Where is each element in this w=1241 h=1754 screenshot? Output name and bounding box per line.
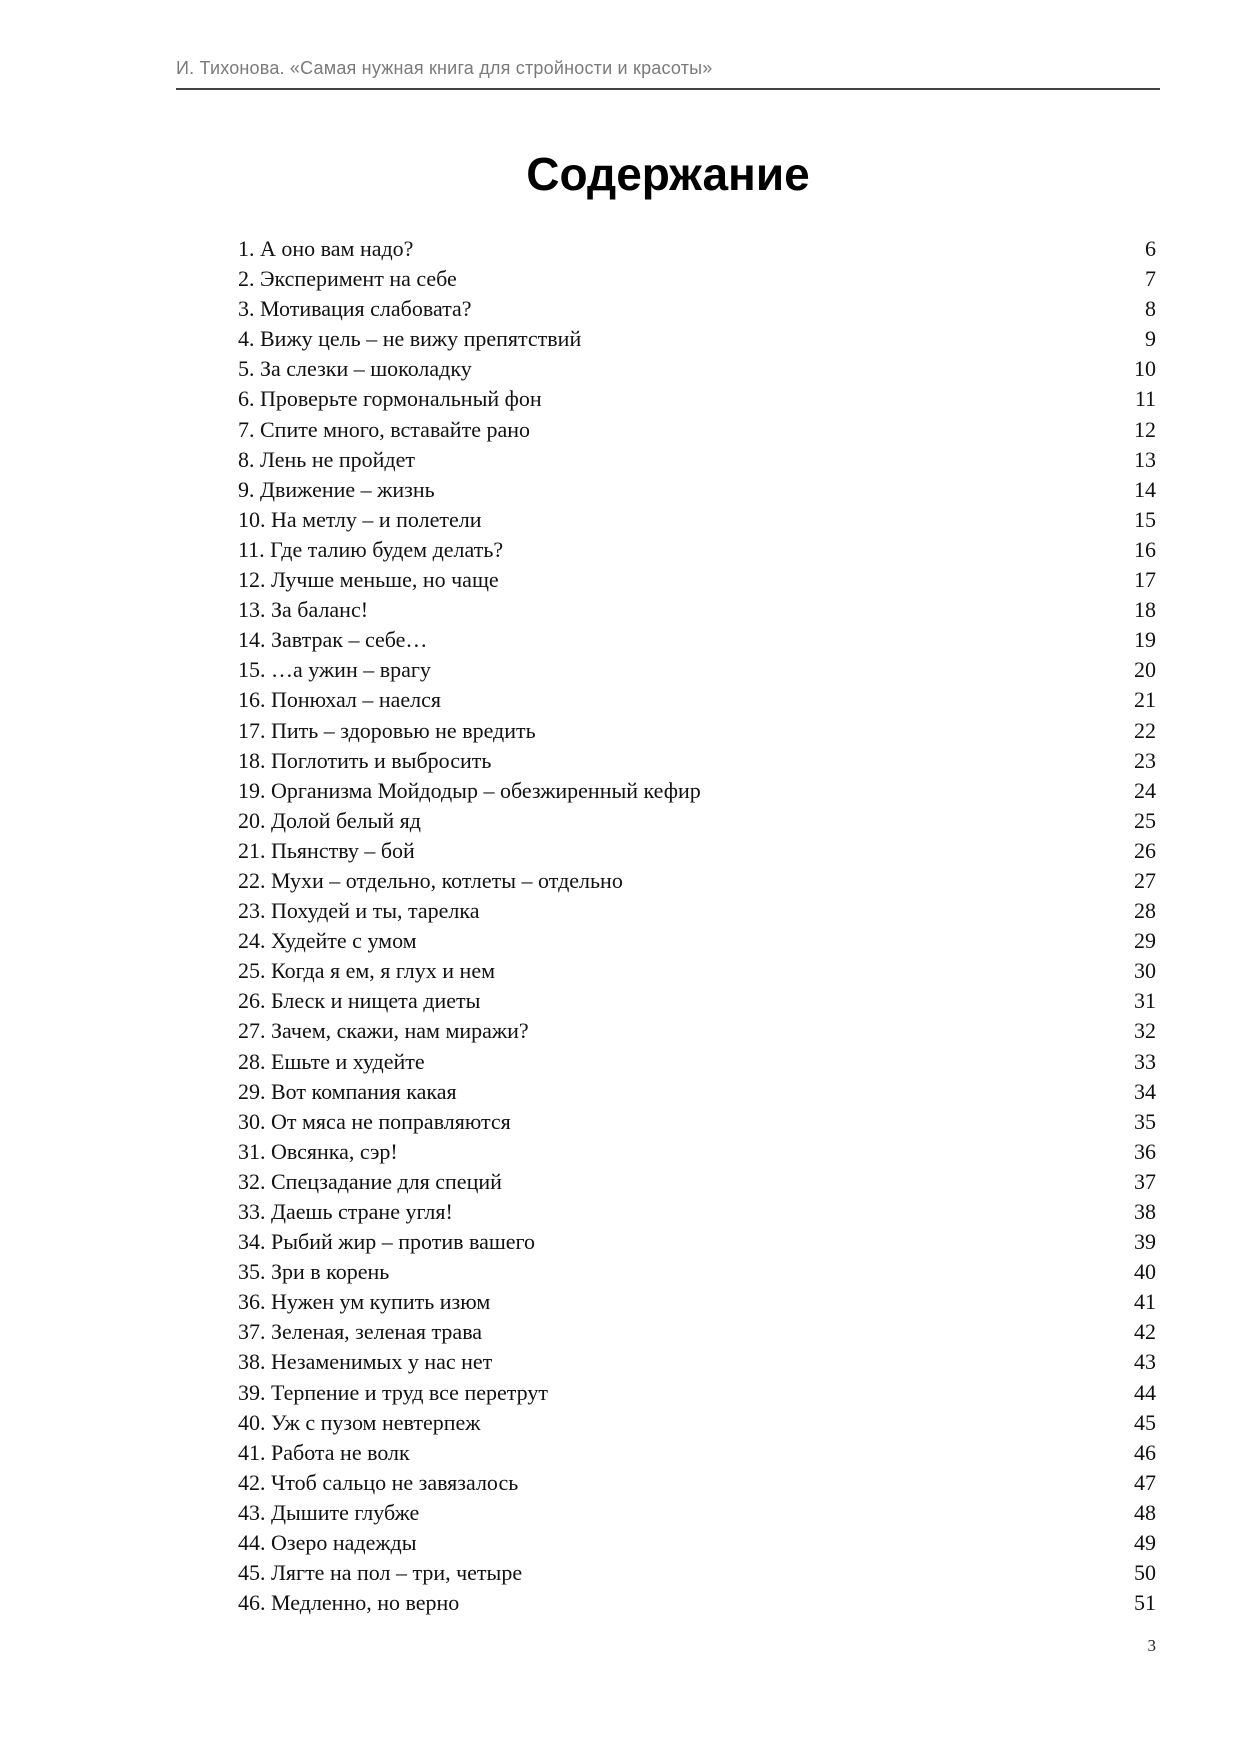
toc-entry-title: 30. От мяса не поправляются [238, 1108, 511, 1134]
toc-entry-page: 29 [1134, 928, 1156, 954]
toc-entry-page: 43 [1134, 1349, 1156, 1375]
toc-entry-page: 12 [1134, 416, 1156, 442]
toc-entry[interactable] [238, 896, 1156, 926]
toc-entry-page: 14 [1134, 476, 1156, 502]
toc-entry-title: 16. Понюхал – наелся [238, 687, 442, 713]
toc-entry-page: 33 [1134, 1048, 1156, 1074]
toc-entry-page: 26 [1134, 837, 1156, 863]
toc-entry[interactable] [238, 1047, 1156, 1077]
toc-entry-title: 32. Спецзадание для специй [238, 1168, 502, 1194]
toc-entry[interactable] [238, 384, 1156, 414]
toc-entry-page: 35 [1134, 1108, 1156, 1134]
toc-entry[interactable] [238, 1197, 1156, 1227]
toc-entry[interactable] [238, 595, 1156, 625]
toc-entry-page: 13 [1134, 446, 1156, 472]
toc-entry-title: 36. Нужен ум купить изюм [238, 1289, 491, 1315]
toc-entry-title: 29. Вот компания какая [238, 1078, 457, 1104]
toc-entry-title: 2. Эксперимент на себе [238, 266, 457, 292]
page-number: 3 [1147, 1636, 1156, 1655]
toc-entry-page: 39 [1134, 1229, 1156, 1255]
toc-entry[interactable] [238, 535, 1156, 565]
toc-entry[interactable] [238, 294, 1156, 324]
toc-entry[interactable] [238, 1317, 1156, 1347]
toc-entry-page: 17 [1134, 567, 1156, 593]
toc-entry-title: 34. Рыбий жир – против вашего [238, 1229, 536, 1255]
toc-entry-title: 28. Ешьте и худейте [238, 1048, 425, 1074]
toc-entry[interactable] [238, 415, 1156, 445]
toc-entry-title: 15. …а ужин – врагу [238, 657, 431, 683]
toc-entry-page: 37 [1134, 1168, 1156, 1194]
toc-entry-page: 19 [1134, 627, 1156, 653]
toc-entry-title: 40. Уж с пузом невтерпеж [238, 1409, 481, 1435]
toc-entry[interactable] [238, 324, 1156, 354]
toc-entry[interactable] [238, 1287, 1156, 1317]
toc-entry[interactable] [238, 234, 1156, 264]
toc-entry[interactable] [238, 716, 1156, 746]
toc-entry-page: 23 [1134, 747, 1156, 773]
toc-entry-page: 49 [1134, 1530, 1156, 1556]
toc-entry[interactable] [238, 1016, 1156, 1046]
toc-entry[interactable] [238, 1468, 1156, 1498]
toc-entry[interactable] [238, 505, 1156, 535]
toc-entry-title: 26. Блеск и нищета диеты [238, 988, 481, 1014]
toc-entry[interactable] [238, 836, 1156, 866]
toc-entry-title: 39. Терпение и труд все перетрут [238, 1379, 548, 1405]
toc-entry-title: 21. Пьянству – бой [238, 837, 415, 863]
toc-entry-title: 24. Худейте с умом [238, 928, 417, 954]
toc-entry-page: 8 [1145, 296, 1156, 322]
toc-entry-page: 46 [1134, 1439, 1156, 1465]
toc-entry[interactable] [238, 926, 1156, 956]
toc-entry[interactable] [238, 264, 1156, 294]
toc-entry[interactable] [238, 1077, 1156, 1107]
toc-entry[interactable] [238, 1227, 1156, 1257]
toc-entry-title: 18. Поглотить и выбросить [238, 747, 492, 773]
toc-entry-page: 10 [1134, 356, 1156, 382]
toc-entry-title: 14. Завтрак – себе… [238, 627, 428, 653]
toc-entry-title: 33. Даешь стране угля! [238, 1199, 453, 1224]
toc-entry-page: 45 [1134, 1409, 1156, 1435]
toc-entry[interactable] [238, 986, 1156, 1016]
toc-entry-page: 16 [1134, 536, 1156, 562]
toc-entry-page: 9 [1145, 326, 1156, 352]
toc-entry[interactable] [238, 565, 1156, 595]
toc-entry-page: 28 [1134, 898, 1156, 924]
toc-entry-page: 15 [1134, 506, 1156, 532]
toc-entry-title: 7. Спите много, вставайте рано [238, 416, 530, 442]
toc-entry-title: 23. Похудей и ты, тарелка [238, 898, 480, 924]
toc-entry[interactable] [238, 866, 1156, 896]
running-head: И. Тихонова. «Самая нужная книга для стройности и красоты» [176, 58, 713, 78]
toc-entry[interactable] [238, 1588, 1156, 1618]
page-title: Содержание [526, 148, 810, 200]
toc-entry[interactable] [238, 445, 1156, 475]
toc-entry-title: 19. Организма Мойдодыр – обезжиренный кефир [238, 777, 701, 803]
toc-entry-page: 42 [1134, 1319, 1156, 1345]
toc-entry[interactable] [238, 776, 1156, 806]
toc-entry-title: 44. Озеро надежды [238, 1530, 417, 1556]
toc-entry[interactable] [238, 354, 1156, 384]
toc-entry-page: 44 [1134, 1379, 1156, 1405]
toc-entry[interactable] [238, 1528, 1156, 1558]
toc-entry-title: 37. Зеленая, зеленая трава [238, 1319, 483, 1345]
toc-entry-title: 10. На метлу – и полетели [238, 506, 482, 532]
toc-entry-page: 34 [1134, 1078, 1156, 1104]
toc-entry[interactable] [238, 475, 1156, 505]
toc-entry[interactable] [238, 746, 1156, 776]
toc-entry[interactable] [238, 685, 1156, 715]
toc-entry-title: 43. Дышите глубже [238, 1499, 420, 1525]
toc-entry-title: 6. Проверьте гормональный фон [238, 386, 542, 412]
toc-entry[interactable] [238, 1378, 1156, 1408]
toc-entry-page: 11 [1134, 386, 1156, 412]
toc-entry[interactable] [238, 1558, 1156, 1588]
toc-entry-page: 51 [1134, 1590, 1156, 1616]
toc-entry[interactable] [238, 1408, 1156, 1438]
toc-entry-page: 24 [1134, 777, 1156, 803]
toc-entry-page: 30 [1134, 958, 1156, 984]
toc-entry[interactable] [238, 1438, 1156, 1468]
toc-entry-page: 7 [1145, 266, 1156, 292]
toc-entry[interactable] [238, 1167, 1156, 1197]
toc-entry[interactable] [238, 956, 1156, 986]
toc-entry-title: 9. Движение – жизнь [238, 476, 435, 502]
toc-entry-title: 41. Работа не волк [238, 1439, 410, 1465]
toc-entry-title: 12. Лучше меньше, но чаще [238, 567, 499, 593]
toc-entry-title: 25. Когда я ем, я глух и нем [238, 958, 496, 984]
toc-entry-title: 13. За баланс! [238, 597, 369, 623]
toc-entry-page: 40 [1134, 1259, 1156, 1285]
toc-entry[interactable] [238, 655, 1156, 685]
toc-entry[interactable] [238, 1137, 1156, 1167]
header-rule [176, 88, 1160, 90]
toc-entry-page: 47 [1134, 1469, 1156, 1495]
toc-entry-title: 1. А оно вам надо? [238, 236, 414, 261]
toc-entry-page: 20 [1134, 657, 1156, 683]
toc-entry-title: 11. Где талию будем делать? [238, 536, 504, 562]
toc-entry-title: 27. Зачем, скажи, нам миражи? [238, 1018, 529, 1044]
toc-entry-page: 6 [1145, 236, 1156, 261]
toc-entry-title: 17. Пить – здоровью не вредить [238, 717, 536, 743]
toc-entry-title: 22. Мухи – отдельно, котлеты – отдельно [238, 867, 623, 893]
toc-entry-page: 36 [1134, 1138, 1156, 1164]
toc-entry-page: 48 [1134, 1499, 1156, 1525]
toc-entry-title: 3. Мотивация слабовата? [238, 296, 472, 322]
toc-entry[interactable] [238, 1257, 1156, 1287]
toc-entry-title: 46. Медленно, но верно [238, 1590, 460, 1616]
toc-entry-title: 38. Незаменимых у нас нет [238, 1349, 493, 1375]
toc-entry-title: 20. Долой белый яд [238, 807, 421, 833]
toc-entry-title: 4. Вижу цель – не вижу препятствий [238, 326, 582, 352]
toc-entry-title: 35. Зри в корень [238, 1259, 390, 1285]
table-of-contents [238, 234, 1156, 1618]
toc-entry[interactable] [238, 806, 1156, 836]
toc-entry-title: 31. Овсянка, сэр! [238, 1138, 398, 1164]
toc-entry-page: 27 [1134, 867, 1156, 893]
toc-entry-page: 18 [1134, 597, 1156, 623]
toc-entry-page: 41 [1134, 1289, 1156, 1315]
toc-entry-title: 5. За слезки – шоколадку [238, 356, 472, 382]
toc-entry[interactable] [238, 625, 1156, 655]
toc-entry-title: 8. Лень не пройдет [238, 446, 415, 472]
toc-entry-title: 45. Лягте на пол – три, четыре [238, 1560, 523, 1586]
toc-entry[interactable] [238, 1107, 1156, 1137]
toc-entry-title: 42. Чтоб сальцо не завязалось [238, 1469, 519, 1495]
toc-entry[interactable] [238, 1347, 1156, 1377]
toc-entry-page: 31 [1134, 988, 1156, 1014]
toc-entry-page: 25 [1134, 807, 1156, 833]
toc-entry-page: 50 [1134, 1560, 1156, 1586]
toc-entry[interactable] [238, 1498, 1156, 1528]
toc-entry-page: 38 [1134, 1199, 1156, 1224]
toc-entry-page: 21 [1134, 687, 1156, 713]
toc-entry-page: 22 [1134, 717, 1156, 743]
toc-entry-page: 32 [1134, 1018, 1156, 1044]
